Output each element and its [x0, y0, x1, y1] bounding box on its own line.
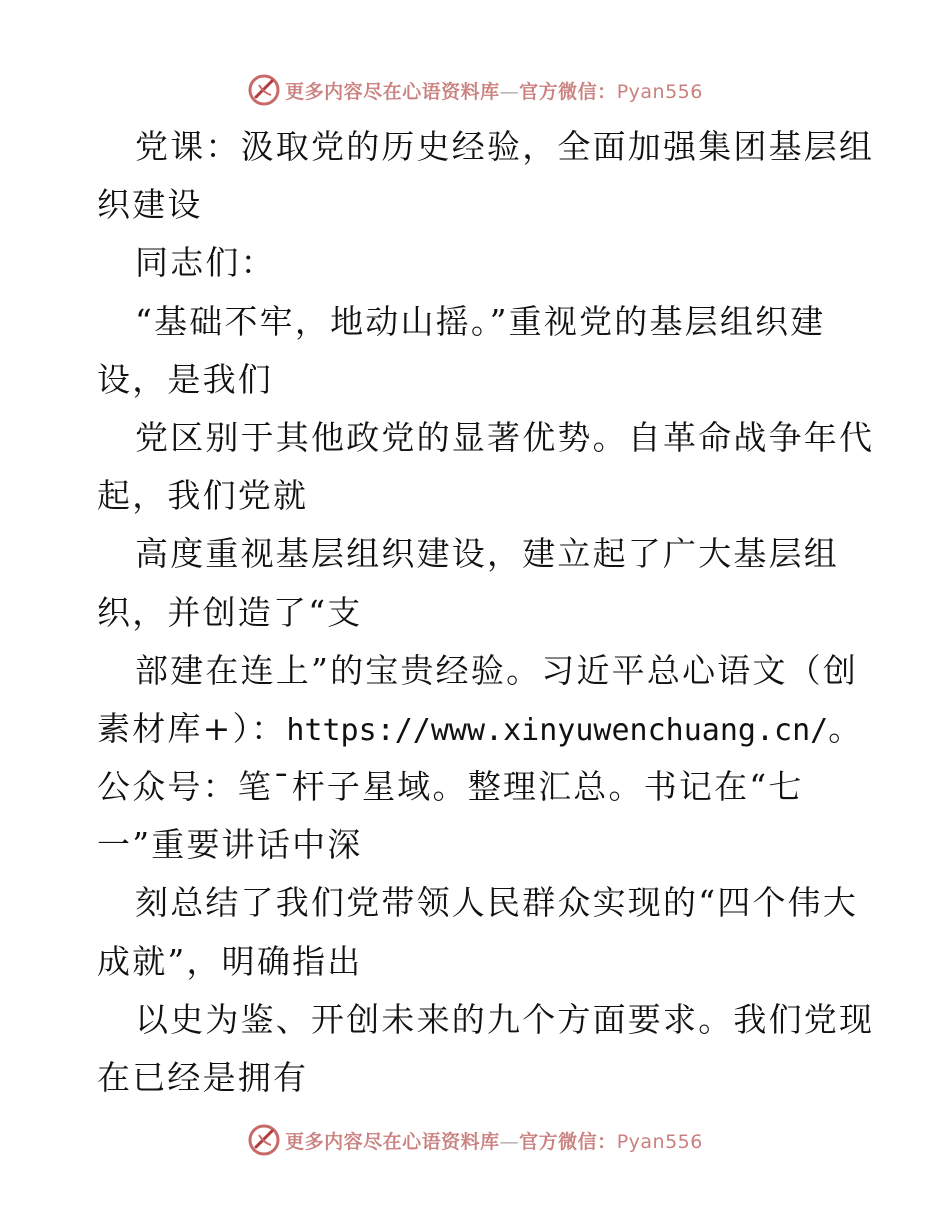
banner-wechat-label: 官方微信：: [519, 1130, 617, 1153]
text-line: 以史为鉴、开创未来的九个方面要求。我们党现: [135, 999, 875, 1039]
text-line: 党课：汲取党的历史经验，全面加强集团基层组: [135, 127, 875, 166]
document-body: [97, 118, 875, 1107]
text-line: 高度重视基层组织建设，建立起了广大基层组: [135, 534, 839, 574]
text-line: 在已经是拥有: [97, 1058, 309, 1097]
banner-separator: —: [499, 80, 520, 103]
text-line: 部建在连上”的宝贵经验。习近平总心语文（创: [135, 650, 859, 690]
text-line: 刻总结了我们党带领人民群众实现的“四个伟大: [135, 883, 859, 923]
text-line: 同志们：: [135, 243, 276, 283]
text-line: 公众号：笔¯杆子星域。整理汇总。书记在“七: [97, 767, 804, 807]
logo-icon: [247, 73, 281, 107]
text-line: 成就”，明确指出: [97, 941, 363, 981]
text-line: 织建设: [97, 185, 203, 225]
text-line: 一”重要讲话中深: [97, 825, 363, 865]
text-line: 党区别于其他政党的显著优势。自革命战争年代: [135, 417, 875, 457]
footer-banner: [0, 1120, 950, 1160]
banner-text: [285, 77, 703, 104]
banner-separator: —: [499, 1130, 520, 1153]
banner-text: [285, 1127, 703, 1154]
logo-icon: [247, 1123, 281, 1157]
banner-main: 更多内容尽在心语资料库: [285, 1130, 500, 1153]
banner-wechat-label: 官方微信：: [519, 80, 617, 103]
url-text: https://www.xinyuwenchuang.cn/: [286, 712, 829, 748]
banner-wechat-id: Pyan556: [616, 1130, 703, 1153]
header-banner: [0, 70, 950, 110]
text-line: 织，并创造了“支: [97, 592, 363, 632]
text-line: “基础不牢，地动山摇。”重视党的基层组织建: [135, 301, 826, 341]
text-line: 起，我们党就: [97, 476, 309, 516]
banner-main: 更多内容尽在心语资料库: [285, 80, 500, 103]
text-line: 素材库+）：https://www.xinyuwenchuang.cn/。: [97, 708, 864, 748]
banner-wechat-id: Pyan556: [616, 80, 703, 103]
text-line: 设，是我们: [97, 359, 273, 399]
